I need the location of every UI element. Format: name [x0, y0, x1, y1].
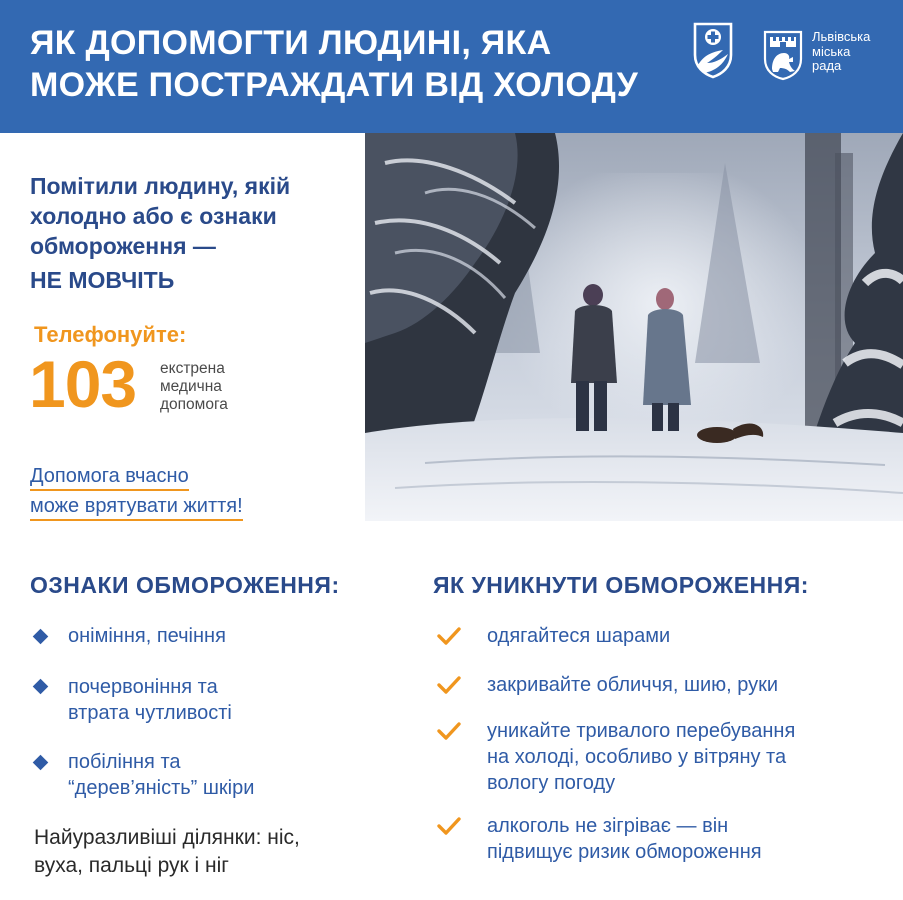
- header-banner: [0, 0, 903, 133]
- symptom-line: оніміння, печіння: [68, 625, 226, 647]
- vulnerable-line: вуха, пальці рук і ніг: [34, 854, 229, 877]
- notice-line: Помітили людину, якій: [30, 173, 291, 199]
- diamond-bullet-icon: [33, 755, 49, 771]
- notice-emphasis: НЕ МОВЧІТЬ: [30, 267, 175, 293]
- diamond-bullet-icon: [33, 679, 49, 695]
- symptom-item: [68, 749, 254, 801]
- symptom-line: втрата чутливості: [68, 702, 232, 724]
- snowy-park-winter-walkers-image: [365, 133, 903, 521]
- emergency-number: 103: [29, 347, 137, 421]
- page-title: [30, 22, 670, 106]
- prevention-line: підвищує ризик обмороження: [487, 841, 762, 863]
- lviv-city-coat-of-arms-icon: [762, 29, 804, 81]
- prevention-line: закривайте обличчя, шию, руки: [487, 674, 779, 696]
- checkmark-icon: [436, 675, 462, 695]
- medical-cross-shield-icon: [692, 21, 734, 79]
- prevention-line: одягайтеся шарами: [487, 625, 671, 647]
- notice-text: [30, 171, 360, 295]
- prevention-title: ЯК УНИКНУТИ ОБМОРОЖЕННЯ:: [433, 572, 809, 598]
- city-name-line: рада: [812, 58, 842, 73]
- city-name-line: міська: [812, 43, 851, 59]
- prevention-item: [487, 718, 795, 796]
- prevention-line: уникайте тривалого перебування: [487, 720, 796, 742]
- emergency-description-line: допомога: [160, 396, 228, 413]
- symptom-item: [68, 623, 226, 649]
- checkmark-icon: [436, 721, 462, 741]
- notice-line: обмороження —: [30, 233, 216, 259]
- city-council-name: [812, 30, 870, 74]
- help-line: може врятувати життя!: [30, 493, 243, 521]
- help-line: Допомога вчасно: [30, 463, 189, 491]
- symptoms-title: ОЗНАКИ ОБМОРОЖЕННЯ:: [30, 572, 340, 598]
- call-label: Телефонуйте:: [34, 322, 187, 347]
- vulnerable-line: Найуразливіші ділянки: ніс,: [34, 826, 300, 849]
- prevention-line: алкоголь не зігріває — він: [487, 815, 729, 837]
- symptom-line: “дерев’яність” шкіри: [68, 777, 255, 799]
- emergency-description-line: екстрена: [160, 360, 225, 377]
- page-title-line: МОЖЕ ПОСТРАЖДАТИ ВІД ХОЛОДУ: [30, 66, 639, 104]
- vulnerable-areas-note: [34, 824, 300, 880]
- checkmark-icon: [436, 626, 462, 646]
- checkmark-icon: [436, 816, 462, 836]
- diamond-bullet-icon: [33, 629, 49, 645]
- page-title-line: ЯК ДОПОМОГТИ ЛЮДИНІ, ЯКА: [30, 24, 552, 62]
- city-name-line: Львівська: [812, 29, 871, 44]
- symptom-line: побіління та: [68, 751, 181, 773]
- prevention-line: на холоді, особливо у вітряну та: [487, 746, 787, 768]
- prevention-item: [487, 623, 670, 649]
- prevention-item: [487, 672, 778, 698]
- notice-line: холодно або є ознаки: [30, 203, 277, 229]
- prevention-item: [487, 813, 762, 865]
- prevention-line: вологу погоду: [487, 772, 616, 794]
- symptom-line: почервоніння та: [68, 676, 218, 698]
- symptom-item: [68, 674, 232, 726]
- info-panel: [0, 133, 365, 521]
- help-message: [30, 463, 243, 521]
- emergency-description-line: медична: [160, 378, 222, 395]
- emergency-description: [160, 360, 228, 414]
